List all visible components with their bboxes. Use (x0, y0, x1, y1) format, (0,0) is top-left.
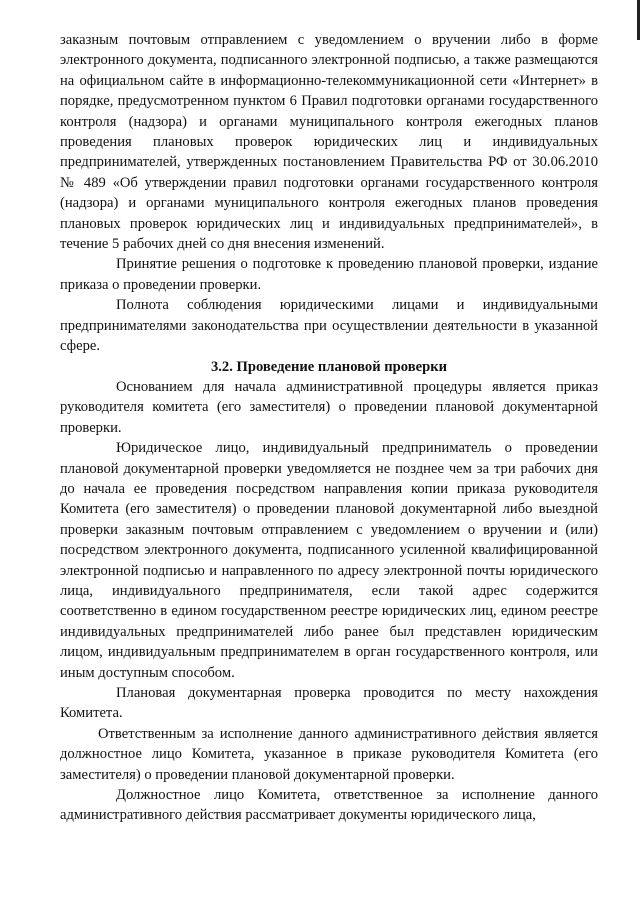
paragraph-responsible: Ответственным за исполнение данного административного действия является должностное лицо Комитета, указанное в приказе руководителя Комитета (его заместителя) о проведении плановой документарной проверки. (60, 725, 598, 783)
paragraph-continued: заказным почтовым отправлением с уведомлением о вручении либо в форме электронного документа, подписанного электронной подписью, а также размещаются на официальном сайте в информационно-телекоммуникационной сети «Интернет» в порядке, предусмотренном пунктом 6 Правил подготовки органами государственного контроля (надзора) и органами муниципального контроля ежегодных планов проведения плановых проверок юридических лиц и индивидуальных предпринимателей, утвержденных постановлением Правительства РФ от 30.06.2010 № 489 «Об утверждении правил подготовки органами государственного контроля (надзора) и органами муниципального контроля ежегодных планов проведения плановых проверок юридических лиц и индивидуальных предпринимателей», в течение 5 рабочих дней со дня внесения изменений. (60, 32, 598, 253)
paragraph-notification: Юридическое лицо, индивидуальный предприниматель о проведении плановой документарной проверки уведомляется не позднее чем за три рабочих дня до начала ее проведения посредством направления копии приказа руководителя Комитета (его заместителя) о проведении плановой документарной либо выездной проверки заказным почтовым отправлением с уведомлением о вручении и (или) посредством электронного документа, подписанного усиленной квалифицированной электронной подписью и направленного по адресу электронной почты юридического лица, индивидуального предпринимателя, если такой адрес содержится соответственно в едином государственном реестре юридических лиц, едином реестре индивидуальных предпринимателей либо ранее был представлен юридическим лицом, индивидуальным предпринимателем в орган государственного контроля, или иным доступным способом. (60, 440, 598, 681)
paragraph-official: Должностное лицо Комитета, ответственное за исполнение данного административного действия рассматривает документы юридического лица, (60, 787, 598, 824)
paragraph-completeness: Полнота соблюдения юридическими лицами и индивидуальными предпринимателями законодательства при осуществлении деятельности в указанной сфере. (60, 297, 598, 355)
document-page (60, 30, 598, 826)
paragraph-basis: Основанием для начала административной процедуры является приказ руководителя комитета (его заместителя) о проведении плановой документарной проверки. (60, 378, 598, 436)
section-heading: 3.2. Проведение плановой проверки (210, 358, 448, 375)
paragraph-decision: Принятие решения о подготовке к проведению плановой проверки, издание приказа о проведении проверки. (60, 256, 598, 293)
paragraph-location: Плановая документарная проверка проводится по месту нахождения Комитета. (60, 685, 598, 722)
